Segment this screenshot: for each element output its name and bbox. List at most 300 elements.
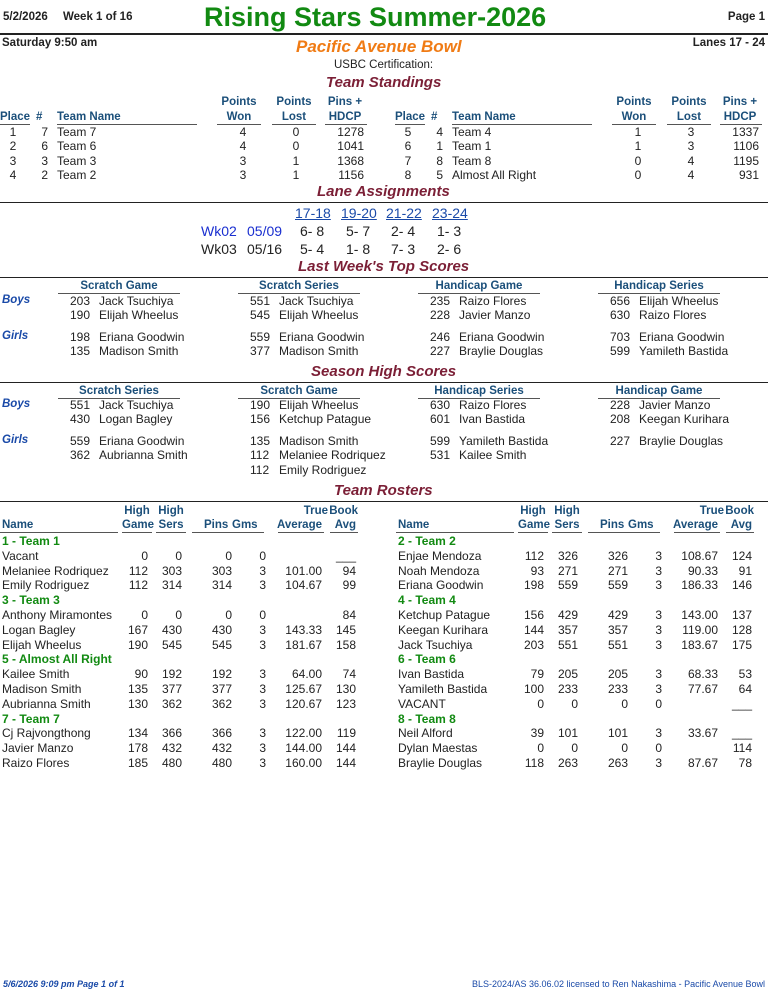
roster-high-game: 100 [523,682,544,696]
bowler-name: Keegan Kurihara [639,412,730,427]
header-team-name: Team Name [57,111,121,123]
roster-player-name: Cj Rajvongthong [2,726,91,741]
usbc-certification: USBC Certification: [334,59,434,71]
roster-true-average: 122.00 [285,726,322,741]
lane-pair-header: 23-24 [432,205,468,221]
roster-header-true-avg: Average [277,519,322,531]
roster-pins: 366 [211,726,232,741]
center-name: Pacific Avenue Bowl [296,37,462,56]
score-column-header: Handicap Game [615,385,703,397]
roster-header-rule [156,532,186,533]
roster-book-average: 130 [335,682,356,696]
roster-player-name: Melaniee Rodriquez [2,563,109,578]
header-rule [0,33,768,35]
score-column-header: Scratch Game [260,385,338,397]
roster-header-games: Gms [232,519,258,531]
roster-games: 3 [259,682,266,696]
roster-true-average: 143.33 [285,622,322,637]
roster-true-average: 120.67 [285,696,322,711]
standing-points-won: 0 [634,153,642,168]
roster-player-name: Dylan Maestas [398,741,478,756]
roster-header-high-game: High [520,505,546,517]
roster-high-game: 0 [141,548,148,563]
roster-true-average: 87.67 [687,756,718,770]
roster-book-average: 94 [342,563,356,578]
roster-high-game: 93 [530,563,544,578]
score-value: 208 [610,412,631,427]
roster-player-name: Javier Manzo [2,741,74,756]
header-number: # [431,111,438,123]
header-points-won: Points [616,96,652,108]
score-value: 559 [70,434,91,448]
roster-header-pins: Pins [600,519,625,531]
score-value: 531 [430,448,451,463]
lane-matchup: 6- 8 [300,223,325,239]
score-value: 630 [610,308,631,323]
roster-book-average: 144 [335,741,356,756]
girls-label: Girls [2,434,29,446]
roster-high-game: 79 [530,667,544,682]
roster-header-rule [552,532,582,533]
roster-pins: 271 [607,563,628,578]
roster-games: 3 [259,696,266,711]
lane-matchup: 2- 6 [437,240,462,257]
score-value: 228 [610,398,631,412]
standing-points-lost: 0 [292,139,300,154]
last-week-rule [0,277,768,278]
bowler-name: Jack Tsuchiya [279,294,354,308]
header-pins-hdcp: HDCP [723,111,757,123]
standing-points-lost: 4 [687,153,695,168]
roster-book-average: 158 [335,637,356,652]
score-column-header: Scratch Series [259,280,339,292]
score-value: 135 [70,344,91,359]
roster-header-true-avg: Average [673,519,718,531]
bowler-name: Elijah Wheelus [279,308,359,323]
roster-games: 3 [655,622,662,637]
header-number: # [36,111,43,123]
roster-player-name: Aubrianna Smith [2,696,91,711]
roster-high-game: 178 [127,741,148,756]
header-points-won: Points [221,96,257,108]
roster-high-series: 362 [161,696,182,711]
standings-heading: Team Standings [326,74,442,91]
lanes-label: Lanes 17 - 24 [692,37,765,49]
standing-points-won: 3 [239,153,247,168]
score-column-header: Handicap Game [435,280,523,292]
header-points-lost: Lost [281,111,307,123]
roster-pins: 480 [211,756,232,770]
roster-player-name: Madison Smith [2,682,82,696]
header-points-won: Won [621,111,647,123]
roster-high-series: 366 [161,726,182,741]
roster-pins: 377 [211,682,232,696]
week-label: Week 1 of 16 [63,11,133,23]
header-pins-hdcp: Pins + [327,96,363,108]
roster-high-series: 263 [557,756,578,770]
roster-high-series: 545 [161,637,182,652]
standing-team-name: Team 1 [452,139,492,154]
roster-games: 3 [655,637,662,652]
score-value: 377 [250,344,271,359]
roster-pins: 429 [607,608,628,622]
roster-header-rule [192,532,264,533]
score-value: 190 [250,398,271,412]
roster-header-rule [518,532,548,533]
roster-player-name: Kailee Smith [2,667,70,682]
roster-true-average: 160.00 [285,756,322,770]
lane-assignments-heading: Lane Assignments [317,183,450,200]
standing-place: 8 [404,167,412,182]
roster-high-series: 101 [557,726,578,741]
roster-player-name: Noah Mendoza [398,563,480,578]
bowler-name: Javier Manzo [459,308,531,323]
lane-week: Wk03 [201,240,237,257]
bowler-name: Jack Tsuchiya [99,294,174,308]
standing-points-lost: 1 [292,153,300,168]
lane-week: Wk02 [201,223,237,239]
roster-pins: 362 [211,696,232,711]
roster-book-average: 128 [731,622,752,637]
roster-header-high-series: High [554,505,580,517]
bowler-name: Kailee Smith [459,448,527,463]
roster-header-rule [330,532,358,533]
standing-place: 5 [404,125,412,139]
roster-header-true-avg: True [699,505,724,517]
roster-high-series: 377 [161,682,182,696]
roster-player-name: Logan Bagley [2,622,76,637]
roster-book-average: 78 [738,756,752,770]
standing-points-won: 1 [634,125,642,139]
boys-label: Boys [2,294,31,306]
roster-games: 3 [259,622,266,637]
roster-games: 3 [655,578,662,593]
standing-points-lost: 3 [687,139,695,154]
lane-date: 05/09 [247,223,283,239]
score-column-header: Scratch Game [80,280,158,292]
roster-games: 3 [655,608,662,622]
roster-high-game: 190 [127,637,148,652]
header-team-name: Team Name [452,111,516,123]
roster-pins: 233 [607,682,628,696]
bowler-name: Braylie Douglas [639,434,724,448]
standing-place: 1 [9,125,17,139]
roster-team-name: 4 - Team 4 [398,593,456,608]
roster-header-rule [0,532,118,533]
roster-games: 3 [259,578,266,593]
header-place: Place [0,111,31,123]
roster-high-series: 314 [161,578,182,593]
score-value: 246 [430,330,451,344]
girls-label: Girls [2,330,29,342]
roster-book-average: 123 [335,696,356,711]
standing-points-won: 0 [634,167,642,182]
roster-true-average: 90.33 [687,563,718,578]
roster-pins: 326 [607,548,628,563]
standing-team-number: 7 [41,125,48,139]
roster-player-name: Enjae Mendoza [398,548,482,563]
standing-place: 3 [9,153,17,168]
standing-place: 4 [9,167,17,182]
standing-team-number: 6 [41,139,48,154]
last-week-heading: Last Week's Top Scores [298,258,470,275]
lane-matchup: 1- 8 [346,240,371,257]
roster-games: 3 [259,563,266,578]
standing-team-number: 3 [41,153,48,168]
score-value: 156 [250,412,271,427]
roster-book-average: 99 [342,578,356,593]
roster-high-game: 156 [523,608,544,622]
roster-header-high-game: Game [122,519,154,531]
roster-high-game: 130 [127,696,148,711]
score-value: 630 [430,398,451,412]
roster-pins: 0 [225,548,232,563]
roster-high-series: 0 [175,548,182,563]
score-value: 227 [430,344,451,359]
roster-games: 3 [259,667,266,682]
standing-team-name: Team 7 [57,125,97,139]
roster-high-series: 0 [571,696,578,711]
roster-games: 3 [655,667,662,682]
roster-book-average: ___ [335,548,356,563]
season-high-heading: Season High Scores [311,363,457,380]
roster-player-name: Ivan Bastida [398,667,465,682]
roster-book-average: 64 [738,682,752,696]
lanes-rule [0,202,768,203]
roster-true-average: 143.00 [681,608,718,622]
season-high-rule [0,382,768,383]
report-date: 5/2/2026 [3,11,48,23]
roster-team-name: 8 - Team 8 [398,711,456,726]
roster-high-game: 134 [127,726,148,741]
roster-book-average: ___ [731,696,752,711]
score-value: 112 [250,448,270,463]
score-value: 601 [430,412,451,427]
roster-player-name: Emily Rodriguez [2,578,90,593]
lane-matchup: 7- 3 [391,240,416,257]
roster-games: 0 [655,696,662,711]
roster-games: 3 [655,563,662,578]
roster-pins: 545 [211,637,232,652]
roster-book-average: 137 [731,608,752,622]
bowler-name: Eriana Goodwin [279,330,365,344]
score-value: 559 [250,330,271,344]
roster-pins: 432 [211,741,232,756]
header-pins-hdcp: Pins + [722,96,758,108]
score-value: 430 [70,412,91,427]
standing-place: 7 [404,153,412,168]
score-value: 362 [70,448,91,463]
roster-book-average: 144 [335,756,356,770]
roster-header-pins: Pins [204,519,229,531]
roster-book-average: ___ [731,726,752,741]
header-pins-hdcp: HDCP [328,111,362,123]
roster-pins: 205 [607,667,628,682]
lane-matchup: 5- 4 [300,240,325,257]
bowler-name: Eriana Goodwin [99,434,185,448]
bowler-name: Raizo Flores [639,308,707,323]
roster-header-rule [122,532,152,533]
roster-header-rule [674,532,720,533]
roster-book-average: 74 [342,667,356,682]
roster-high-game: 144 [523,622,544,637]
roster-header-rule [278,532,324,533]
header-points-won: Won [226,111,252,123]
bowler-name: Raizo Flores [459,294,527,308]
bowler-name: Eriana Goodwin [99,330,185,344]
bowler-name: Elijah Wheelus [279,398,359,412]
bowler-name: Ketchup Patague [279,412,372,427]
standing-place: 6 [404,139,412,154]
roster-header-name: Name [398,519,430,531]
roster-games: 0 [655,741,662,756]
bowler-name: Elijah Wheelus [639,294,719,308]
standing-points-lost: 3 [687,125,695,139]
day-time: Saturday 9:50 am [2,37,98,49]
roster-pins: 192 [211,667,232,682]
roster-high-series: 233 [557,682,578,696]
roster-pins: 0 [621,696,628,711]
roster-header-book-avg: Avg [730,519,752,531]
score-value: 551 [70,398,91,412]
roster-player-name: Jack Tsuchiya [398,637,473,652]
bowler-name: Madison Smith [279,434,359,448]
roster-player-name: Raizo Flores [2,756,70,770]
roster-player-name: Eriana Goodwin [398,578,484,593]
bowler-name: Braylie Douglas [459,344,544,359]
lane-date: 05/16 [247,240,283,257]
standing-team-name: Team 4 [452,125,492,139]
score-value: 656 [610,294,631,308]
standing-team-number: 2 [41,167,48,182]
lane-matchup: 1- 3 [437,223,462,239]
score-value: 551 [250,294,271,308]
roster-header-rule [588,532,660,533]
roster-true-average: 186.33 [681,578,718,593]
roster-team-name: 2 - Team 2 [398,534,456,548]
page-number: Page 1 [727,11,765,23]
standing-team-number: 5 [436,167,443,182]
bowler-name: Madison Smith [99,344,179,359]
roster-pins: 357 [607,622,628,637]
roster-true-average: 33.67 [687,726,718,741]
roster-team-name: 5 - Almost All Right [2,652,112,667]
roster-pins: 430 [211,622,232,637]
roster-team-name: 1 - Team 1 [2,534,60,548]
roster-games: 3 [259,741,266,756]
standing-points-won: 1 [634,139,642,154]
score-value: 227 [610,434,631,448]
standing-points-won: 4 [239,125,247,139]
bowler-name: Aubrianna Smith [99,448,188,463]
roster-player-name: Vacant [2,548,39,563]
bowler-name: Melaniee Rodriquez [279,448,386,463]
roster-games: 3 [259,726,266,741]
roster-book-average: 84 [342,608,356,622]
roster-high-series: 303 [161,563,182,578]
bowler-name: Madison Smith [279,344,359,359]
roster-pins: 559 [607,578,628,593]
roster-header-high-game: Game [518,519,550,531]
standing-place: 2 [9,139,17,154]
header-place: Place [395,111,426,123]
score-value: 203 [70,294,91,308]
bowler-name: Elijah Wheelus [99,308,179,323]
header-points-lost: Lost [676,111,702,123]
standing-team-number: 4 [436,125,443,139]
league-title: Rising Stars Summer-2026 [204,2,547,32]
score-value: 112 [250,462,270,477]
roster-high-series: 429 [557,608,578,622]
score-column-header: Handicap Series [614,280,704,292]
bowler-name: Raizo Flores [459,398,527,412]
roster-high-game: 112 [128,563,148,578]
standing-pins-hdcp: 1337 [732,125,759,139]
roster-player-name: Elijah Wheelus [2,637,82,652]
roster-player-name: Anthony Miramontes [2,608,113,622]
score-column-header: Scratch Series [79,385,159,397]
roster-high-game: 167 [127,622,148,637]
score-value: 190 [70,308,91,323]
roster-pins: 0 [621,741,628,756]
bowler-name: Jack Tsuchiya [99,398,174,412]
lane-matchup: 5- 7 [346,223,371,239]
roster-pins: 101 [607,726,628,741]
lane-matchup: 2- 4 [391,223,416,239]
roster-true-average: 108.67 [681,548,718,563]
roster-book-average: 114 [732,741,752,756]
roster-games: 3 [655,548,662,563]
roster-games: 0 [259,548,266,563]
footer-license: BLS-2024/AS 36.06.02 licensed to Ren Nakashima - Pacific Avenue Bowl [471,979,765,989]
lane-pair-header: 21-22 [386,205,422,221]
standing-pins-hdcp: 1156 [338,167,364,182]
roster-pins: 303 [211,563,232,578]
standing-team-name: Team 6 [57,139,97,154]
roster-header-book-avg: Book [725,505,754,517]
roster-games: 3 [259,756,266,770]
roster-high-game: 0 [537,696,544,711]
roster-true-average: 125.67 [285,682,322,696]
roster-book-average: 175 [731,637,752,652]
roster-header-high-game: High [124,505,150,517]
roster-games: 3 [655,756,662,770]
roster-true-average: 68.33 [687,667,718,682]
roster-true-average: 77.67 [687,682,718,696]
roster-pins: 551 [607,637,628,652]
roster-high-series: 192 [161,667,182,682]
header-points-lost: Points [671,96,707,108]
roster-high-game: 0 [141,608,148,622]
bowler-name: Eriana Goodwin [639,330,725,344]
roster-player-name: Ketchup Patague [398,608,491,622]
roster-book-average: 53 [738,667,752,682]
roster-games: 3 [259,637,266,652]
standing-points-won: 4 [239,139,247,154]
lane-pair-header: 17-18 [295,205,331,221]
bowler-name: Eriana Goodwin [459,330,545,344]
score-column-header: Handicap Series [434,385,524,397]
score-value: 198 [70,330,91,344]
standing-pins-hdcp: 931 [738,167,759,182]
roster-high-series: 430 [161,622,182,637]
roster-team-name: 3 - Team 3 [2,593,60,608]
roster-true-average: 104.67 [285,578,322,593]
roster-player-name: Braylie Douglas [398,756,483,770]
score-value: 545 [250,308,271,323]
roster-high-series: 480 [161,756,182,770]
standing-pins-hdcp: 1278 [337,125,364,139]
